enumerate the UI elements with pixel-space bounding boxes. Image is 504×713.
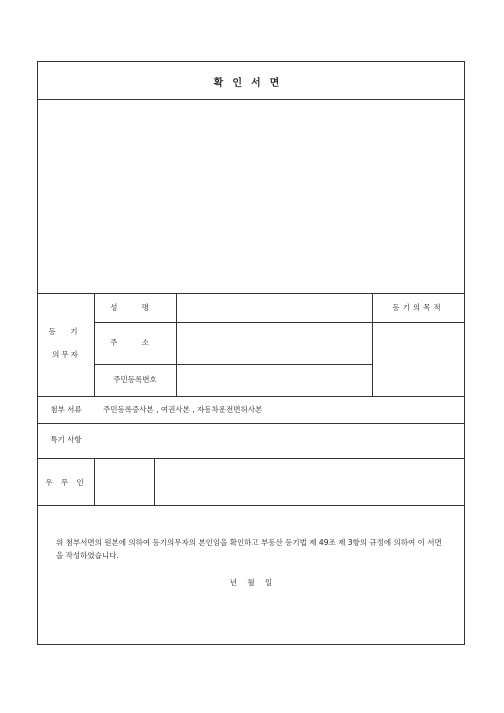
statement-text: 위 첨부서면의 원본에 의하여 등기의무자의 본인임을 확인하고 부동산 등기법 제 49조 제 3항의 규정에 의하여 이 서면을 작성하였습니다.	[56, 538, 442, 560]
thumbprint-box[interactable]	[95, 459, 154, 505]
resident-number-field[interactable]	[177, 365, 372, 396]
address-label: 주 소	[110, 338, 160, 347]
registration-purpose-field[interactable]	[373, 323, 464, 396]
divider-thumbprint	[38, 505, 464, 506]
date-line: 년 월 일	[229, 578, 273, 587]
obligor-group-label-line1: 등 기	[48, 327, 84, 336]
registration-purpose-label: 등기의목적	[392, 303, 444, 312]
special-notes-field[interactable]	[95, 424, 464, 458]
obligor-group-label-line2: 의무자	[52, 350, 80, 359]
address-field[interactable]	[177, 323, 372, 364]
divider-title	[38, 99, 464, 100]
special-notes-label: 특기 사항	[50, 435, 82, 444]
form-title: 확인서면	[213, 78, 289, 89]
attachments-value: 주민등록증사본 , 여권사본 , 자동차운전면허사본	[103, 405, 263, 414]
name-label: 성 명	[110, 303, 160, 312]
divider-obligor-bottom	[38, 396, 464, 397]
resident-number-label: 주민등록번호	[113, 375, 157, 384]
thumbprint-label: 우 무 인	[45, 478, 87, 487]
attachments-label: 첨부 서류	[50, 405, 82, 414]
confirmation-form	[37, 61, 465, 645]
divider-thumbprint-box	[154, 458, 155, 505]
name-field[interactable]	[177, 294, 372, 322]
